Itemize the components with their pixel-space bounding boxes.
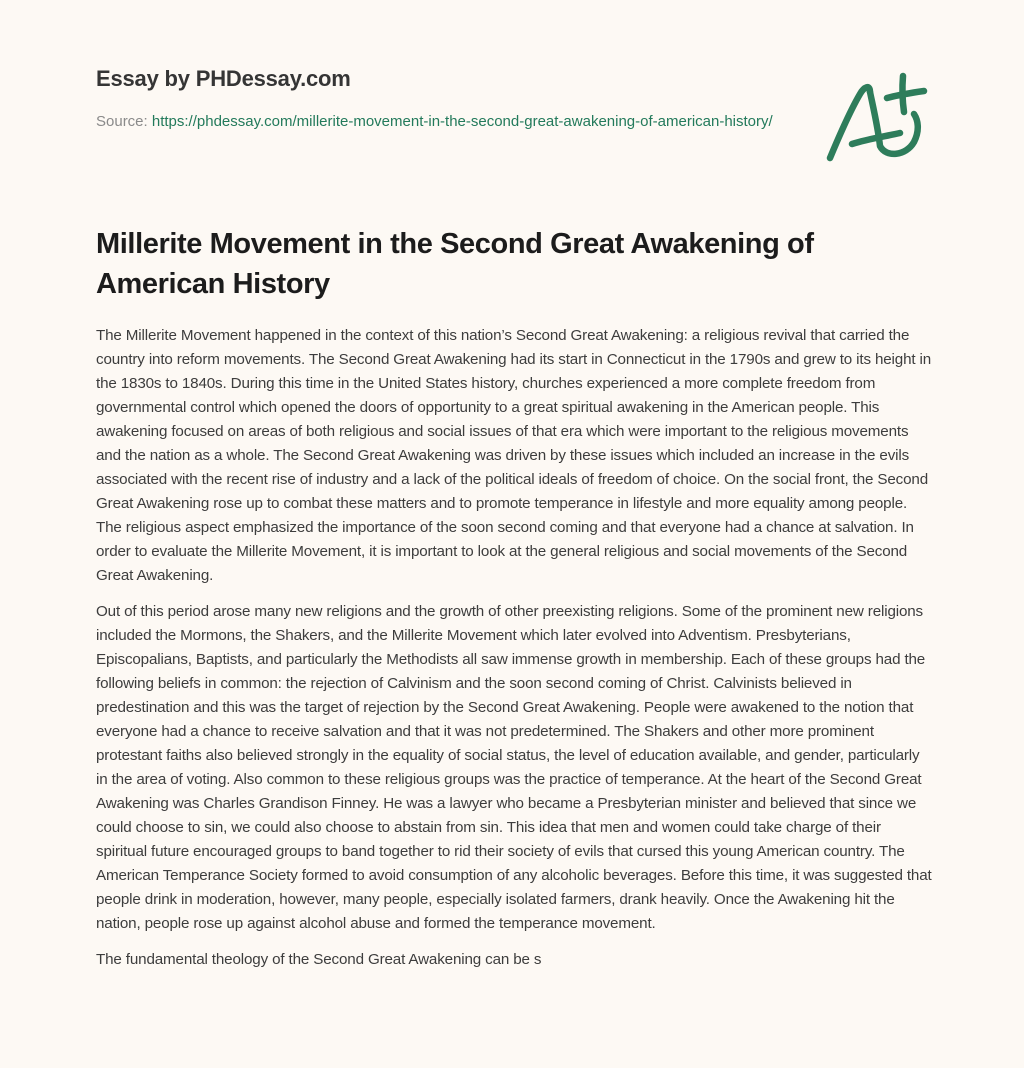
paragraph: The fundamental theology of the Second Great Awakening can be s bbox=[96, 951, 542, 968]
article-body bbox=[96, 324, 932, 984]
source-label: Source: bbox=[96, 113, 152, 130]
article-title: Millerite Movement in the Second Great Awakening of American History bbox=[96, 228, 814, 300]
source-line bbox=[96, 110, 776, 134]
paragraph: The Millerite Movement happened in the context of this nation’s Second Great Awakening: a religious revival that carried the country into reform movements. The Second Great Awakening had its start in Connecticut in the 1790s and grew to its height in the 1830s to 1840s. During this time in the United States history, churches experienced a more complete freedom from governmental control which opened the doors of opportunity to a great spiritual awakening in the American people. This awakening focused on areas of both religious and social issues of that era which were important to the religious movements and the nation as a whole. The Second Great Awakening was driven by these issues which included an increase in the evils associated with the recent rise of industry and a lack of the political ideals of freedom of choice. On the social front, the Second Great Awakening rose up to combat these matters and to promote temperance in lifestyle and more equality among people. The religious aspect emphasized the importance of the soon second coming and that everyone had a chance at salvation. In order to evaluate the Millerite Movement, it is important to look at the general religious and social movements of the Second Great Awakening. bbox=[96, 327, 932, 584]
site-title: Essay by PHDessay.com bbox=[96, 66, 351, 91]
paragraph: Out of this period arose many new religions and the growth of other preexisting religions. Some of the prominent new religions included the Mormons, the Shakers, and the Millerite Movement which later evolved into Adventism. Presbyterians, Episcopalians, Baptists, and particularly the Methodists all saw immense growth in membership. Each of these groups had the following beliefs in common: the rejection of Calvinism and the soon second coming of Christ. Calvinists believed in predestination and this was the target of rejection by the Second Great Awakening. People were awakened to the notion that everyone had a chance to receive salvation and that it was not predetermined. The Shakers and other more prominent protestant faiths also believed strongly in the equality of social status, the level of education available, and gender, particularly in the area of voting. Also common to these religious groups was the practice of temperance. At the heart of the Second Great Awakening was Charles Grandison Finney. He was a lawyer who became a Presbyterian minister and believed that since we could choose to sin, we could also choose to abstain from sin. This idea that men and women could take charge of their spiritual future encouraged groups to band together to rid their society of evils that cursed this young American country. The American Temperance Society formed to avoid consumption of any alcoholic beverages. Before this time, it was suggested that people drink in moderation, however, many people, especially isolated farmers, drank heavily. Once the Awakening hit the nation, people rose up against alcohol abuse and formed the temperance movement. bbox=[96, 603, 932, 932]
a-plus-grade-icon bbox=[818, 66, 928, 166]
page-header bbox=[96, 64, 776, 134]
source-link[interactable]: https://phdessay.com/millerite-movement-in-the-second-great-awakening-of-american-history/ bbox=[151, 113, 773, 130]
